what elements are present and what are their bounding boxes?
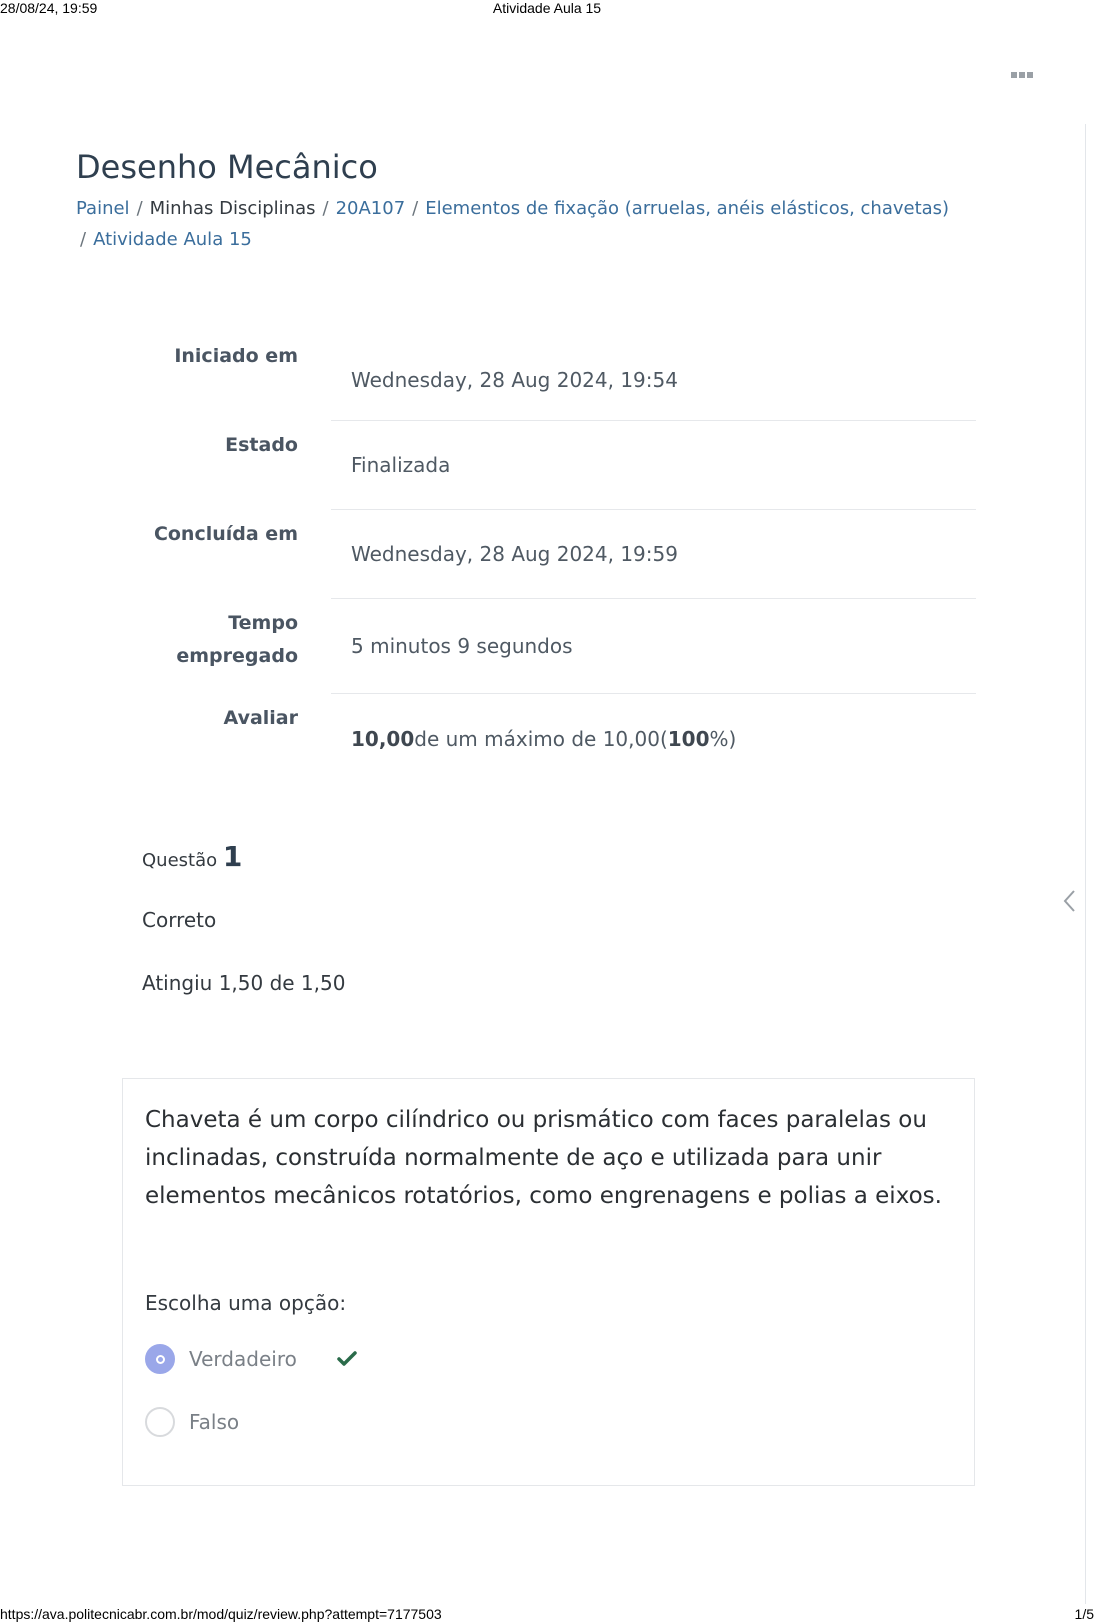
breadcrumb-separator: /	[80, 229, 87, 250]
grade-end: %)	[709, 727, 737, 751]
summary-row-grade	[76, 694, 976, 784]
time-value: 5 minutos 9 segundos	[331, 599, 976, 694]
question-content	[122, 1078, 975, 1486]
grade-value	[331, 694, 976, 784]
summary-row-completed	[76, 510, 976, 599]
print-datetime: 28/08/24, 19:59	[0, 0, 98, 16]
print-url: https://ava.politecnicabr.com.br/mod/quiz/review.php?attempt=7177503	[0, 1606, 442, 1622]
question-state: Correto	[142, 908, 217, 932]
completed-label: Concluída em	[153, 523, 298, 545]
grade-score: 10,00	[351, 727, 415, 751]
breadcrumb-section[interactable]: Elementos de fixação (arruelas, anéis elásticos, chavetas)	[425, 198, 950, 219]
drawer-toggle-button[interactable]	[1060, 888, 1080, 914]
option-verdadeiro[interactable]	[145, 1344, 357, 1374]
state-label: Estado	[225, 434, 298, 456]
breadcrumb	[76, 193, 1021, 255]
option-verdadeiro-label: Verdadeiro	[189, 1347, 297, 1371]
more-menu-button[interactable]	[1010, 70, 1034, 82]
grade-mid: de um máximo de 10,00(	[414, 727, 668, 751]
print-doc-title: Atividade Aula 15	[492, 0, 602, 16]
started-label: Iniciado em	[174, 345, 298, 367]
option-falso[interactable]	[145, 1407, 239, 1437]
completed-value: Wednesday, 28 Aug 2024, 19:59	[331, 510, 976, 599]
breadcrumb-course-code[interactable]: 20A107	[335, 198, 406, 219]
check-icon	[337, 1351, 357, 1367]
radio-verdadeiro[interactable]	[145, 1344, 175, 1374]
question-label-text: Questão	[142, 850, 218, 871]
chevron-left-icon	[1060, 888, 1080, 914]
breadcrumb-activity[interactable]: Atividade Aula 15	[93, 229, 252, 250]
time-label-line1: Tempo	[228, 612, 298, 634]
breadcrumb-separator: /	[322, 198, 329, 219]
time-label-line2: empregado	[176, 645, 298, 667]
grade-label: Avaliar	[223, 707, 298, 729]
summary-row-state	[76, 421, 976, 510]
option-falso-label: Falso	[189, 1410, 240, 1434]
started-value: Wednesday, 28 Aug 2024, 19:54	[331, 340, 976, 421]
summary-row-started	[76, 340, 976, 421]
summary-row-time	[76, 599, 976, 694]
question-text: Chaveta é um corpo cilíndrico ou prismático com faces paralelas ou inclinadas, construída normalmente de aço e utilizada para unir elementos mecânicos rotatórios, como engrenagens e polias a eixos.	[145, 1107, 942, 1209]
breadcrumb-separator: /	[412, 198, 419, 219]
breadcrumb-separator: /	[136, 198, 143, 219]
state-value: Finalizada	[331, 421, 976, 510]
question-number-value: 1	[222, 840, 243, 873]
print-header	[0, 0, 1094, 16]
question-label	[142, 840, 243, 873]
question-grade: Atingiu 1,50 de 1,50	[142, 971, 346, 995]
grade-percent: 100	[667, 727, 710, 751]
more-dots-icon	[1010, 70, 1034, 80]
drawer-divider	[1085, 124, 1086, 1604]
breadcrumb-minhas-disciplinas: Minhas Disciplinas	[149, 198, 316, 219]
print-footer	[0, 1606, 1094, 1622]
time-label	[76, 599, 316, 694]
breadcrumb-painel[interactable]: Painel	[76, 198, 130, 219]
answer-prompt: Escolha uma opção:	[145, 1291, 347, 1315]
print-page-number: 1/5	[1074, 1606, 1094, 1622]
attempt-summary	[76, 340, 976, 784]
page-title: Desenho Mecânico	[76, 148, 378, 186]
radio-falso[interactable]	[145, 1407, 175, 1437]
question-number	[142, 840, 242, 873]
